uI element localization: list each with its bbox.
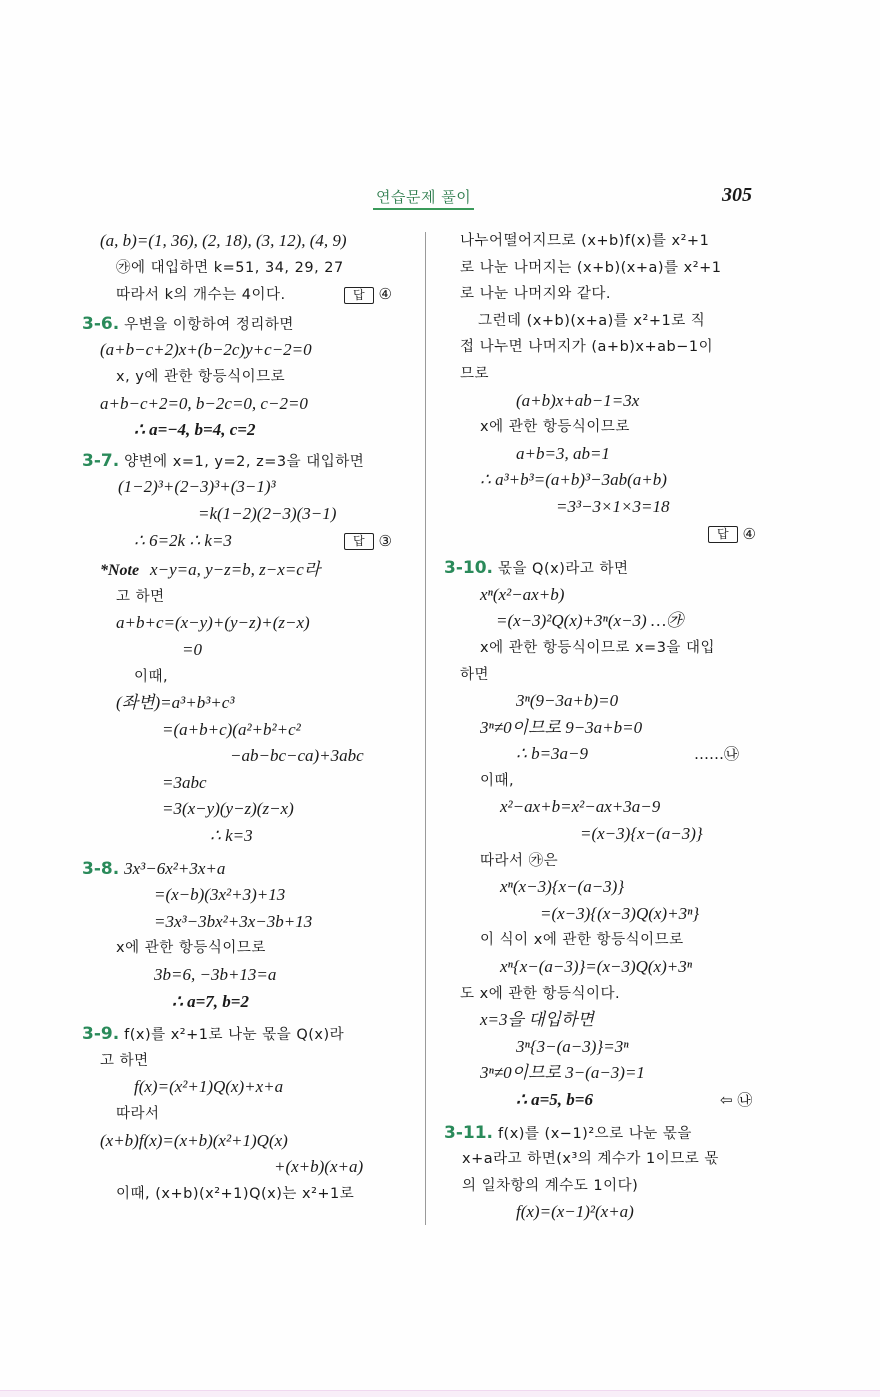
answer-box-label: 답	[708, 526, 738, 543]
equation-line: =(x−3){x−(a−3)}	[580, 824, 703, 844]
result-line: ∴ k=3	[210, 826, 253, 846]
equation-with-ref	[444, 1087, 784, 1114]
text-line: x에 관한 항등식이므로	[116, 940, 266, 957]
equation-with-ref	[444, 741, 784, 768]
text-line: 몫을 Q(x)라고 하면	[497, 561, 629, 578]
text-line: 이 식이 x에 관한 항등식이므로	[480, 932, 684, 949]
problem-3-9-header	[82, 1021, 417, 1048]
answer-line	[444, 521, 784, 548]
equation-line: 3ⁿ{3−(a−3)}=3ⁿ	[516, 1036, 629, 1056]
text-line: 이때,	[134, 668, 169, 685]
equation-line: 3ⁿ≠0이므로 3−(a−3)=1	[480, 1063, 645, 1083]
problem-number: 3-6.	[82, 313, 120, 334]
text-line: f(x)를 (x−1)²으로 나눈 몫을	[497, 1125, 692, 1142]
equation-ref: ……㉯	[694, 745, 740, 764]
equation-line: =(x−b)(3x²+3)+13	[154, 885, 286, 905]
equation-line: −ab−bc−ca)+3abc	[230, 746, 364, 766]
answer-choice: ④	[378, 285, 392, 304]
equation-line: ∴ 6=2k ∴ k=3	[134, 530, 232, 550]
answer-mark	[708, 521, 756, 548]
result-line: ∴ a=5, b=6	[516, 1090, 593, 1109]
page-bottom-edge	[0, 1390, 880, 1397]
text-line: x+a라고 하면(x³의 계수가 1이므로 몫	[462, 1151, 719, 1168]
text-line: ㉮에 대입하면 k=51, 34, 29, 27	[116, 259, 344, 276]
problem-number: 3-10.	[444, 558, 493, 579]
equation-line: x−y=a, y−z=b, z−x=c라	[150, 560, 321, 580]
problem-number: 3-7.	[82, 450, 120, 471]
text-line: 고 하면	[116, 588, 165, 605]
text-line: 우변을 이항하여 정리하면	[124, 316, 294, 333]
page-header	[0, 186, 880, 214]
text-line: 의 일차항의 계수도 1이다)	[462, 1177, 639, 1194]
text-line: 따라서 k의 개수는 4이다.	[116, 287, 286, 304]
equation-line: (좌변)=a³+b³+c³	[116, 693, 235, 713]
equation-line: a+b+c=(x−y)+(y−z)+(z−x)	[116, 613, 310, 633]
text-line: f(x)를 x²+1로 나눈 몫을 Q(x)라	[124, 1027, 345, 1044]
equation-line: x²−ax+b=x²−ax+3a−9	[500, 797, 661, 817]
text-line: (a, b)=(1, 36), (2, 18), (3, 12), (4, 9)	[100, 231, 347, 250]
equation-line: 3b=6, −3b+13=a	[154, 965, 277, 985]
text-line: 따라서 ㉮은	[480, 852, 559, 869]
answer-mark	[344, 528, 392, 555]
equation-line: xⁿ(x−3){x−(a−3)}	[500, 877, 625, 897]
problem-number: 3-11.	[444, 1122, 493, 1143]
text-line: 접 나누면 나머지가 (a+b)x+ab−1이	[460, 339, 714, 356]
equation-line: =3abc	[162, 772, 207, 792]
equation-line: =0	[182, 639, 202, 659]
answer-line	[82, 281, 417, 308]
answer-box-label: 답	[344, 287, 374, 304]
text-line: 나누어떨어지므로 (x+b)f(x)를 x²+1	[460, 233, 710, 249]
equation-line: ∴ b=3a−9	[516, 744, 589, 764]
left-column	[82, 228, 417, 1207]
page-number: 305	[722, 184, 752, 206]
equation-line: xⁿ{x−(a−3)}=(x−3)Q(x)+3ⁿ	[500, 957, 693, 977]
equation-line: 3x³−6x²+3x+a	[124, 858, 226, 878]
text-line: 따라서	[116, 1106, 160, 1122]
equation-line: f(x)=(x²+1)Q(x)+x+a	[134, 1077, 284, 1097]
problem-3-10-header	[444, 555, 784, 582]
problem-3-8-header	[82, 856, 417, 883]
equation-line: (1−2)³+(2−3)³+(3−1)³	[118, 477, 276, 497]
column-divider	[425, 232, 426, 1225]
equation-line: (a+b−c+2)x+(b−2c)y+c−2=0	[100, 340, 312, 360]
equation-line: =(x−3)²Q(x)+3ⁿ(x−3) …㉮	[496, 611, 684, 631]
text-line: 고 하면	[100, 1052, 149, 1069]
equation-line: ∴ a³+b³=(a+b)³−3ab(a+b)	[480, 470, 667, 490]
result-line: ∴ a=−4, b=4, c=2	[134, 420, 256, 440]
problem-number: 3-9.	[82, 1024, 120, 1045]
text-line: 이때,	[480, 772, 515, 789]
result-line: ∴ a=7, b=2	[172, 991, 249, 1011]
text-line: 로 나눈 나머지와 같다.	[460, 286, 611, 303]
text-line: x에 관한 항등식이므로 x=3을 대입	[480, 639, 716, 656]
problem-number: 3-8.	[82, 858, 120, 879]
text-line: 므로	[460, 365, 490, 382]
problem-3-11-header	[444, 1120, 784, 1147]
equation-line: f(x)=(x−1)²(x+a)	[516, 1202, 634, 1222]
answer-line	[82, 528, 417, 555]
answer-choice: ④	[742, 524, 756, 543]
equation-line: a+b−c+2=0, b−2c=0, c−2=0	[100, 393, 308, 413]
equation-line: =(a+b+c)(a²+b²+c²	[162, 719, 301, 739]
equation-line: 3ⁿ≠0이므로 9−3a+b=0	[480, 717, 643, 737]
equation-line: 3ⁿ(9−3a+b)=0	[516, 691, 619, 711]
equation-line: =(x−3){(x−3)Q(x)+3ⁿ}	[540, 903, 700, 923]
equation-line: =3x³−3bx²+3x−3b+13	[154, 911, 313, 931]
text-line: x에 관한 항등식이므로	[480, 419, 630, 436]
note-line	[82, 557, 417, 584]
equation-line: (a+b)x+ab−1=3x	[516, 390, 640, 410]
equation-line: xⁿ(x²−ax+b)	[480, 584, 565, 604]
equation-line: =3(x−y)(y−z)(z−x)	[162, 799, 294, 819]
problem-3-6-header	[82, 311, 417, 338]
text-line: 이때, (x+b)(x²+1)Q(x)는 x²+1로	[116, 1185, 355, 1202]
section-title: 연습문제 풀이	[373, 186, 474, 210]
equation-line: +(x+b)(x+a)	[274, 1157, 364, 1177]
equation-line: x=3을 대입하면	[480, 1010, 594, 1030]
right-column	[444, 228, 784, 1226]
answer-choice: ③	[378, 531, 392, 550]
equation-line: (x+b)f(x)=(x+b)(x²+1)Q(x)	[100, 1130, 288, 1150]
problem-3-7-header	[82, 448, 417, 475]
text-line: 양변에 x=1, y=2, z=3을 대입하면	[124, 453, 365, 470]
text-line: 로 나눈 나머지는 (x+b)(x+a)를 x²+1	[460, 259, 722, 276]
answer-mark	[344, 281, 392, 308]
equation-line: =3³−3×1×3=18	[556, 496, 670, 516]
equation-line: a+b=3, ab=1	[516, 443, 610, 463]
text-line: 도 x에 관한 항등식이다.	[460, 985, 621, 1002]
text-line: 그런데 (x+b)(x+a)를 x²+1로 직	[478, 312, 706, 329]
equation-line: =k(1−2)(2−3)(3−1)	[198, 503, 337, 523]
answer-box-label: 답	[344, 533, 374, 550]
equation-ref: ⇦ ㉯	[720, 1091, 753, 1109]
note-label: *Note	[100, 562, 140, 580]
text-line: 하면	[460, 666, 490, 683]
text-line: x, y에 관한 항등식이므로	[116, 368, 286, 385]
